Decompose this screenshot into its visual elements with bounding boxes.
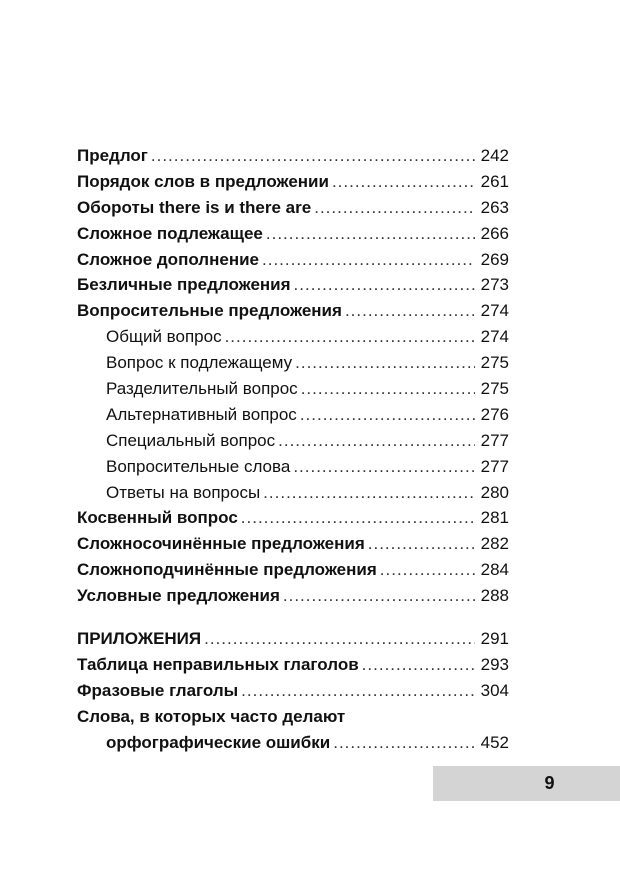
leader-dots: [295, 350, 475, 376]
toc-entry-irregular-verbs[interactable]: [77, 652, 509, 678]
leader-dots: [301, 376, 475, 402]
toc-entry-page: 277: [480, 430, 509, 450]
toc-entry-title: Вопрос к подлежащему: [106, 353, 293, 373]
leader-dots: [345, 298, 475, 324]
toc-entry-title: Ответы на вопросы: [106, 482, 261, 502]
leader-dots: [368, 531, 475, 557]
toc-entry-title: Общий вопрос: [106, 327, 222, 347]
toc-entry-page: 281: [480, 508, 509, 528]
toc-entry-page: 269: [480, 249, 509, 269]
toc-entry-page: 274: [480, 327, 509, 347]
toc-entry-title: Обороты there is и there are: [77, 197, 312, 217]
toc-subentry-question-words[interactable]: [77, 454, 509, 480]
toc-entry-complex-object[interactable]: [77, 247, 509, 273]
toc-entry-questions[interactable]: [77, 298, 509, 324]
leader-dots: [332, 169, 475, 195]
leader-dots: [362, 652, 475, 678]
toc-entry-there-is[interactable]: [77, 195, 509, 221]
toc-entry-title: Вопросительные предложения: [77, 301, 342, 321]
leader-dots: [263, 480, 475, 506]
toc-subentry-general[interactable]: [77, 324, 509, 350]
toc-entry-impersonal[interactable]: [77, 272, 509, 298]
toc-entry-page: 273: [480, 275, 509, 295]
toc-entry-page: 291: [480, 629, 509, 649]
toc-entry-phrasal-verbs[interactable]: [77, 678, 509, 704]
toc-entry-title: Условные предложения: [77, 586, 280, 606]
toc-entry-title: Сложное дополнение: [77, 249, 259, 269]
toc-entry-title: Фразовые глаголы: [77, 680, 239, 700]
table-of-contents: [77, 143, 509, 755]
toc-entry-indirect-question[interactable]: [77, 505, 509, 531]
toc-entry-title: Порядок слов в предложении: [77, 171, 329, 191]
toc-entry-page: 275: [480, 353, 509, 373]
toc-entry-page: 277: [480, 456, 509, 476]
toc-entry-page: 293: [480, 654, 509, 674]
toc-entry-page: 274: [480, 301, 509, 321]
toc-entry-title: Косвенный вопрос: [77, 508, 238, 528]
toc-entry-title: Разделительный вопрос: [106, 379, 298, 399]
leader-dots: [241, 678, 475, 704]
toc-entry-page: 288: [480, 586, 509, 606]
toc-entry-complex[interactable]: [77, 557, 509, 583]
toc-entry-page: 282: [480, 534, 509, 554]
toc-entry-page: 242: [480, 146, 509, 165]
toc-entry-title: Альтернативный вопрос: [106, 404, 297, 424]
toc-entry-title: Сложноподчинённые предложения: [77, 560, 377, 580]
toc-entry-page: 284: [480, 560, 509, 580]
toc-subentry-subject-question[interactable]: [77, 350, 509, 376]
toc-entry-word-order[interactable]: [77, 169, 509, 195]
leader-dots: [151, 143, 475, 169]
toc-entry-page: 304: [480, 680, 509, 700]
toc-entry-page: 266: [480, 223, 509, 243]
toc-entry-title: Вопросительные слова: [106, 456, 291, 476]
toc-entry-page: 276: [480, 404, 509, 424]
toc-entry-title: Специальный вопрос: [106, 430, 276, 450]
toc-entry-page: 452: [480, 732, 509, 752]
toc-subentry-tag[interactable]: [77, 376, 509, 402]
leader-dots: [333, 730, 475, 756]
page-number: 9: [544, 773, 555, 793]
leader-dots: [314, 195, 475, 221]
toc-subentry-answers[interactable]: [77, 480, 509, 506]
section-gap: [77, 609, 509, 626]
toc-entry-complex-subject[interactable]: [77, 221, 509, 247]
toc-subentry-special[interactable]: [77, 428, 509, 454]
toc-entry-title-line1: Слова, в которых часто делают: [77, 706, 346, 726]
toc-entry-page: 275: [480, 379, 509, 399]
page-number-box: [433, 766, 620, 801]
leader-dots: [300, 402, 475, 428]
toc-entry-title: Таблица неправильных глаголов: [77, 654, 359, 674]
toc-entry-title: Сложносочинённые предложения: [77, 534, 365, 554]
toc-entry-predlog[interactable]: [77, 143, 509, 169]
toc-entry-page: 261: [480, 171, 509, 191]
toc-entry-title: Безличные предложения: [77, 275, 291, 295]
toc-subentry-alternative[interactable]: [77, 402, 509, 428]
leader-dots: [380, 557, 475, 583]
toc-entry-title: ПРИЛОЖЕНИЯ: [77, 629, 202, 649]
toc-entry-title: Сложное подлежащее: [77, 223, 263, 243]
toc-entry-compound[interactable]: [77, 531, 509, 557]
leader-dots: [225, 324, 475, 350]
toc-entry-title: Предлог: [77, 146, 148, 165]
toc-entry-page: 280: [480, 482, 509, 502]
leader-dots: [241, 505, 475, 531]
toc-entry-title-line2: орфографические ошибки: [106, 732, 331, 752]
toc-entry-conditional[interactable]: [77, 583, 509, 609]
toc-entry-appendix[interactable]: [77, 626, 509, 652]
leader-dots: [293, 454, 475, 480]
leader-dots: [204, 626, 475, 652]
leader-dots: [294, 272, 475, 298]
leader-dots: [283, 583, 475, 609]
leader-dots: [262, 247, 475, 273]
leader-dots: [266, 221, 475, 247]
toc-entry-spelling-mistakes[interactable]: [77, 704, 509, 756]
toc-entry-page: 263: [480, 197, 509, 217]
leader-dots: [278, 428, 475, 454]
